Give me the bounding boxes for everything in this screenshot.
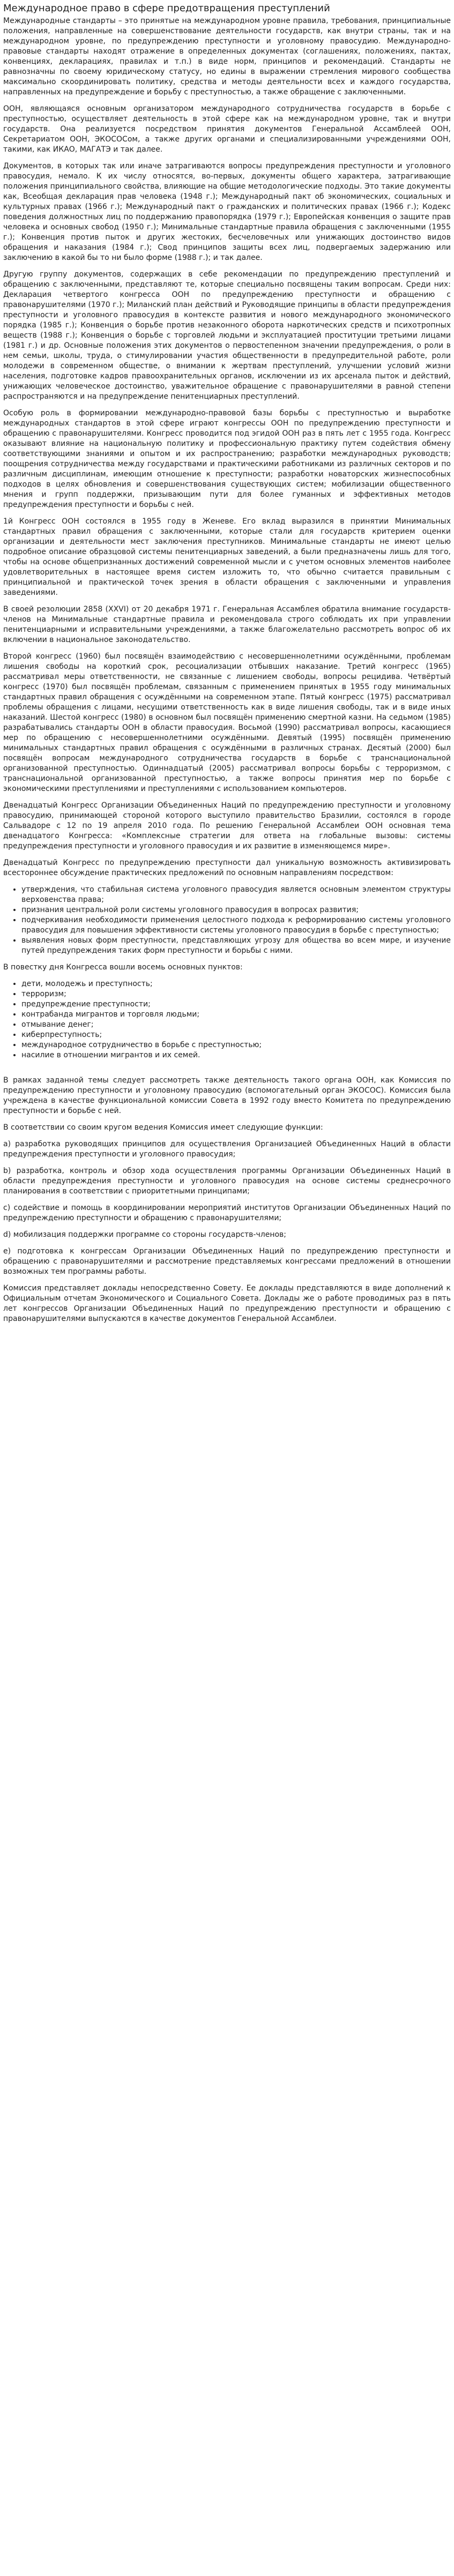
list-item: • контрабанда мигрантов и торговля людьми; xyxy=(21,1010,451,1020)
paragraph: а) разработка руководящих принципов для осуществления Организацией Объединенных Наций в области предупреждения преступности и уголовного правосудия; xyxy=(3,1140,451,1159)
list-item: • подчеркивания необходимости применения целостного подхода к реформированию системы уголовного правосудия для повышения эффективности системы уголовного правосудия в борьбе с преступностью; xyxy=(21,915,451,936)
spacer xyxy=(3,1067,451,1076)
list-item: • дети, молодежь и преступность; xyxy=(21,979,451,989)
article-body xyxy=(3,16,451,1324)
paragraph: 1й Конгресс ООН состоялся в 1955 году в Женеве. Его вклад выразился в принятии Минимальных стандартных правил обращения с заключенными, которые стали для государств критерием оценки организации и деятельности мест заключения преступников. Минимальные стандарты не имеют целью подробное описание образцовой системы пенитенциарных заведений, а были предназначены лишь для того, чтобы на основе общепризнанных достижений современной мысли и с учетом основных элементов наиболее удовлетворительных в настоящее время систем изложить то, что обычно считается правильным с принципиальной и практической точек зрения в области обращения с заключенными и управления заведениями. xyxy=(3,517,451,597)
list-item: • предупреждение преступности; xyxy=(21,999,451,1010)
paragraph: Двенадцатый Конгресс Организации Объединенных Наций по предупреждению преступности и уголовному правосудию, принимающей стороной которого выступило правительство Бразилии, состоялся в городе Сальвадоре с 12 по 19 апреля 2010 года. По решению Генеральной Ассамблеи ООН основная тема двенадцатого Конгресса: «Комплексные стратегии для ответа на глобальные вызовы: системы предупреждения преступности и уголовного правосудия и их развитие в изменяющемся мире». xyxy=(3,801,451,850)
paragraph: Комиссия представляет доклады непосредственно Совету. Ее доклады представляются в виде дополнений к Официальным отчетам Экономического и Социального Совета. Доклады же о работе проводимых раз в пять лет конгрессов Организации Объединенных Наций по предупреждению преступности и обращению с правонарушителями выпускаются в качестве документов Генеральной Ассамблеи. xyxy=(3,1284,451,1323)
paragraph: Двенадцатый Конгресс по предупреждению преступности дал уникальную возможность активизировать всестороннее обсуждение практических предложений по основным направлениям посредством: xyxy=(3,858,451,877)
paragraph: Документов, в которых так или иначе затрагиваются вопросы предупреждения преступности и уголовного правосудия, немало. К их числу относятся, во-первых, документы общего характера, затрагивающие положения принципиального свойства, влияющие на общие методологические подходы. Это такие документы как, Всеобщая декларация прав человека (1948 г.); Международный пакт об экономических, социальных и культурных правах (1966 г.); Международный пакт о гражданских и политических правах (1966 г.); Кодекс поведения должностных лиц по поддержанию правопорядка (1979 г.); Европейская конвенция о защите прав человека и основных свобод (1950 г.); Минимальные стандартные правила обращения с заключенными (1955 г.); Конвенция против пыток и других жестоких, бесчеловечных или унижающих достоинство видов обращения и наказания (1984 г.); Свод принципов защиты всех лиц, подвергаемых задержанию или заключению в какой бы то ни было форме (1988 г.); и так далее. xyxy=(3,162,451,262)
list-item: • утверждения, что стабильная система уголовного правосудия является основным элементом структуры верховенства права; xyxy=(21,885,451,905)
paragraph: В повестку дня Конгресса вошли восемь основных пунктов: xyxy=(3,963,243,972)
list-item: • насилие в отношении мигрантов и их семей. xyxy=(21,1050,451,1061)
bullet-list xyxy=(3,885,451,956)
paragraph: с) содействие и помощь в координировании мероприятий институтов Организации Объединенных Наций по предупреждению преступности и обращению с правонарушителями; xyxy=(3,1204,451,1222)
page-title: Международное право в сфере предотвращения преступлений xyxy=(3,3,330,14)
list-item: • признания центральной роли системы уголовного правосудия в вопросах развития; xyxy=(21,905,451,915)
paragraph: В своей резолюции 2858 (XXVI) от 20 декабря 1971 г. Генеральная Ассамблея обратила внимание государств-членов на Минимальные стандартные правила и рекомендовала строго соблюдать их при управлении пенитенциарными и исправительными учреждениями, а также благожелательно рассмотреть вопрос об их включении в национальное законодательство. xyxy=(3,605,451,644)
paragraph: d) мобилизация поддержки программе со стороны государств-членов; xyxy=(3,1230,287,1239)
paragraph: b) разработка, контроль и обзор хода осуществления программы Организации Объединенных Наций в области предупреждения преступности и уголовного правосудия на основе системы среднесрочного планирования в соответствии с приоритетными принципами; xyxy=(3,1167,451,1196)
paragraph: Международные стандарты – это принятые на международном уровне правила, требования, принципиальные положения, направленные на совершенствование деятельности государств, как внутри страны, так и на международном уровне, по предупреждению преступности и уголовному правосудию. Международно-правовые стандарты находят отражение в определенных документах (соглашениях, положениях, пактах, конвенциях, декларациях, правилах и т.п.) в виде норм, принципов и рекомендаций. Стандарты не равнозначны по своему юридическому статусу, но едины в выражении стремления мирового сообщества максимально скоординировать политику, средства и методы деятельности всех и каждого государства, направленных на предупреждение и борьбу с преступностью, а также обращение с заключенными. xyxy=(3,17,451,96)
paragraph: е) подготовка к конгрессам Организации Объединенных Наций по предупреждению преступности и обращению с правонарушителями и рассмотрение представляемых конгрессами предложений в отношении возможных тем программы работы. xyxy=(3,1247,451,1276)
bullet-list xyxy=(3,979,451,1061)
list-item: • терроризм; xyxy=(21,989,451,999)
paragraph: Второй конгресс (1960) был посвящён взаимодействию с несовершеннолетними осуждёнными, проблемам лишения свободы на короткий срок, ресоциализации отбывших наказание. Третий конгресс (1965) рассматривал меры ответственности, не связанные с лишением свободы, вопросы рецидива. Четвёртый конгресс (1970) был посвящён проблемам, связанным с применением принятых в 1955 году минимальных стандартных правил обращения с осуждёнными на современном этапе. Пятый конгресс (1975) рассматривал проблемы обращения с лицами, несущими ответственность как в виде лишения свободы, так и в виде иных наказаний. Шестой конгресс (1980) в основном был посвящён применению смертной казни. На седьмом (1985) разрабатывались стандарты ООН в области правосудия. Восьмой (1990) рассматривал вопросы, касающиеся мер по обращению с несовершеннолетними осуждёнными. Девятый (1995) посвящён применению минимальных стандартных правил обращения с осуждёнными в различных странах. Десятый (2000) был посвящён вопросам международного сотрудничества государств в борьбе с транснациональной организованной преступностью. Одиннадцатый (2005) рассматривал вопросы борьбы с терроризмом, с транснациональной организованной преступностью, а также вопросы принятия мер по борьбе с экономическими преступлениями и преступлениями с использованием компьютеров. xyxy=(3,652,451,793)
paragraph: Другую группу документов, содержащих в себе рекомендации по предупреждению преступлений и обращению с заключенными, представляют те, которые специально посвящены таким вопросам. Среди них: Декларация четвертого конгресса ООН по предупреждению преступности и обращению с правонарушителями (1970 г.); Миланский план действий и Руководящие принципы в области предупреждения преступности и уголовного правосудия в контексте развития и нового международного экономического порядка (1985 г.); Конвенция о борьбе против незаконного оборота наркотических средств и психотропных веществ (1988 г.); Конвенция о борьбе с торговлей людьми и эксплуатацией проституции третьими лицами (1981 г.) и др. Основные положения этих документов о первостепенном значении предупреждения, о роли в нем семьи, школы, труда, о стимулировании участия общественности в предупредительной работе, роли молодежи в современном обществе, о внимании к жертвам преступлений, улучшении условий жизни населения, подготовке кадров правоохранительных органов, исключении из их арсенала пыток и действий, унижающих человеческое достоинство, уважительное обращение с правонарушителями в равной степени распространяются и на предупреждение пенитенциарных преступлений. xyxy=(3,270,451,401)
list-item: • выявления новых форм преступности, представляющих угрозу для общества во всем мире, и изучение путей предупреждения таких форм преступности и борьбы с ними. xyxy=(21,936,451,956)
list-item: • отмывание денег; xyxy=(21,1020,451,1030)
paragraph: ООН, являющаяся основным организатором международного сотрудничества государств в борьбе с преступностью, осуществляет деятельность в этой сфере как на международном уровне, так и внутри государств. Она реализуется посредством принятия документов Генеральной Ассамблеей ООН, Секретариатом ООН, ЭКОСОСом, а также других органами и специализированными учреждениями ООН, такими, как ИКАО, МАГАТЭ и так далее. xyxy=(3,104,451,154)
paragraph: В рамках заданной темы следует рассмотреть также деятельность такого органа ООН, как Комиссия по предупреждению преступности и уголовному правосудию (вспомогательный орган ЭКОСОС). Комиссия была учреждена в качестве функциональной комиссии Совета в 1992 году вместо Комитета по предупреждению преступности и борьбе с ней. xyxy=(3,1076,451,1115)
paragraph: В соответствии со своим кругом ведения Комиссия имеет следующие функции: xyxy=(3,1123,323,1132)
list-item: • международное сотрудничество в борьбе с преступностью; xyxy=(21,1040,451,1050)
paragraph: Особую роль в формировании международно-правовой базы борьбы с преступностью и выработке международных стандартов в этой сфере играют конгрессы ООН по предупреждению преступности и обращению с правонарушителями. Конгресс проводится под эгидой ООН раз в пять лет с 1955 года. Конгресс оказывают влияние на национальную политику и профессиональную практику путем содействия обмену соответствующими знаниями и опытом и их распространению; разработки международных руководств; поощрения сотрудничества между государствами и практическими работниками из различных секторов и по различным дисциплинам, имеющим отношение к преступности; разработки новаторских жизнеспособных подходов в целях обновления и совершенствования существующих систем; мобилизации общественного мнения и групп поддержки, призывающим пути для более гуманных и эффективных методов предупреждения преступности и борьбы с ней. xyxy=(3,409,451,509)
list-item: • киберпреступность; xyxy=(21,1030,451,1040)
